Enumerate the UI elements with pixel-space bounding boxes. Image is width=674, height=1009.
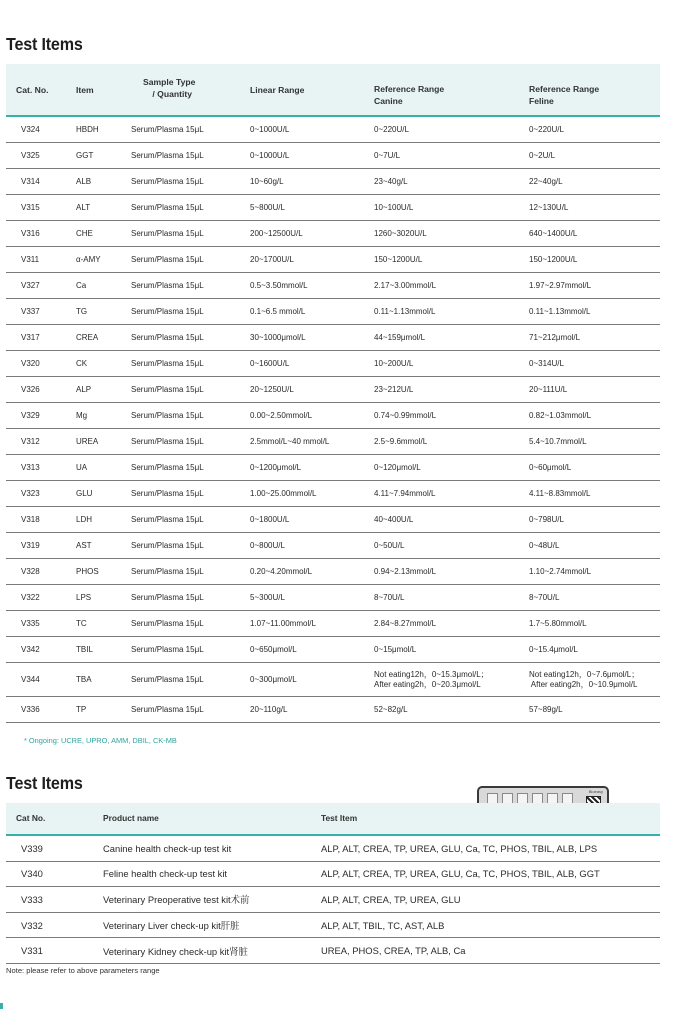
- sample-cell: Serum/Plasma 15μL: [131, 202, 204, 212]
- table-row: [6, 273, 660, 299]
- sample-cell: Serum/Plasma 15μL: [131, 540, 204, 550]
- cat-cell: V320: [21, 358, 40, 368]
- canine-range-cell: 52~82g/L: [374, 704, 408, 714]
- table-row: [6, 913, 660, 939]
- cat-cell: V318: [21, 514, 40, 524]
- linear-range-cell: 0.1~6.5 mmol/L: [250, 306, 306, 316]
- item-cell: Ca: [76, 280, 87, 290]
- feline-range-cell: 150~1200U/L: [529, 254, 578, 264]
- item-cell: UA: [76, 462, 88, 472]
- sample-cell: Serum/Plasma 15μL: [131, 462, 204, 472]
- canine-range-cell: 1260~3020U/L: [374, 228, 427, 238]
- feline-range-cell: 0.82~1.03mmol/L: [529, 410, 592, 420]
- canine-range-cell: 0.94~2.13mmol/L: [374, 566, 437, 576]
- sample-cell: Serum/Plasma 15μL: [131, 150, 204, 160]
- cat-cell: V327: [21, 280, 40, 290]
- sample-cell: Serum/Plasma 15μL: [131, 704, 204, 714]
- cat-cell: V331: [21, 945, 43, 957]
- linear-range-cell: 1.00~25.00mmol/L: [250, 488, 317, 498]
- cat-cell: V311: [21, 254, 40, 264]
- feline-range-cell: 8~70U/L: [529, 592, 560, 602]
- cat-cell: V319: [21, 540, 40, 550]
- canine-range-cell: 0~120μmol/L: [374, 462, 421, 472]
- sample-cell: Serum/Plasma 15μL: [131, 566, 204, 576]
- cat-cell: V332: [21, 919, 43, 931]
- table-row: [6, 836, 660, 862]
- header-cat-no: Cat. No.: [16, 85, 49, 95]
- header-test-item: Test Item: [321, 813, 358, 823]
- table-row: [6, 663, 660, 697]
- feline-range-cell: 0~48U/L: [529, 540, 560, 550]
- sample-cell: Serum/Plasma 15μL: [131, 358, 204, 368]
- item-cell: α-AMY: [76, 254, 101, 264]
- sample-cell: Serum/Plasma 15μL: [131, 254, 204, 264]
- corner-mark: [0, 1003, 3, 1009]
- table-row: [6, 169, 660, 195]
- linear-range-cell: 30~1000μmol/L: [250, 332, 306, 342]
- cat-cell: V336: [21, 704, 40, 714]
- sample-cell: Serum/Plasma 15μL: [131, 592, 204, 602]
- linear-range-cell: 0.00~2.50mmol/L: [250, 410, 313, 420]
- item-cell: TC: [76, 618, 87, 628]
- canine-range-cell: Not eating12h，0~15.3μmol/L； After eating2h，0~20.3μmol/L: [374, 669, 489, 689]
- cat-cell: V313: [21, 462, 40, 472]
- device-brand: Bioeasy: [588, 789, 603, 794]
- linear-range-cell: 200~12500U/L: [250, 228, 303, 238]
- sample-cell: Serum/Plasma 15μL: [131, 332, 204, 342]
- cat-cell: V337: [21, 306, 40, 316]
- cat-cell: V315: [21, 202, 40, 212]
- canine-range-cell: 10~200U/L: [374, 358, 414, 368]
- product-name-cell: Canine health check-up test kit: [103, 842, 232, 854]
- linear-range-cell: 0~1000U/L: [250, 124, 290, 134]
- test-item-cell: ALP, ALT, CREA, TP, UREA, GLU, Ca, TC, PHOS, TBIL, ALB, GGT: [321, 868, 600, 880]
- feline-range-cell: 0~314U/L: [529, 358, 564, 368]
- item-cell: CREA: [76, 332, 99, 342]
- sample-cell: Serum/Plasma 15μL: [131, 674, 204, 684]
- cat-cell: V317: [21, 332, 40, 342]
- linear-range-cell: 0~650μmol/L: [250, 644, 297, 654]
- linear-range-cell: 0~1600U/L: [250, 358, 290, 368]
- canine-range-cell: 0~7U/L: [374, 150, 401, 160]
- product-name-cell: Veterinary Liver check-up kit肝脏: [103, 920, 240, 932]
- sample-cell: Serum/Plasma 15μL: [131, 618, 204, 628]
- table-row: [6, 221, 660, 247]
- section1-title: Test Items: [6, 34, 83, 54]
- header-feline-range: Reference Range Feline: [529, 84, 600, 106]
- test-item-cell: UREA, PHOS, CREA, TP, ALB, Ca: [321, 945, 466, 957]
- item-cell: HBDH: [76, 124, 99, 134]
- feline-range-cell: 5.4~10.7mmol/L: [529, 436, 587, 446]
- table-row: [6, 862, 660, 888]
- canine-range-cell: 44~159μmol/L: [374, 332, 426, 342]
- header-linear-range: Linear Range: [250, 85, 305, 95]
- item-cell: LPS: [76, 592, 92, 602]
- table-row: [6, 533, 660, 559]
- feline-range-cell: 1.7~5.80mmol/L: [529, 618, 587, 628]
- table-row: [6, 117, 660, 143]
- sample-cell: Serum/Plasma 15μL: [131, 436, 204, 446]
- linear-range-cell: 20~1250U/L: [250, 384, 294, 394]
- feline-range-cell: 1.97~2.97mmol/L: [529, 280, 592, 290]
- table-row: [6, 559, 660, 585]
- canine-range-cell: 0.11~1.13mmol/L: [374, 306, 436, 316]
- linear-range-cell: 1.07~11.00mmol/L: [250, 618, 316, 628]
- feline-range-cell: 12~130U/L: [529, 202, 569, 212]
- canine-range-cell: 0.74~0.99mmol/L: [374, 410, 437, 420]
- cat-cell: V340: [21, 868, 43, 880]
- feline-range-cell: 640~1400U/L: [529, 228, 578, 238]
- canine-range-cell: 23~212U/L: [374, 384, 414, 394]
- item-cell: GGT: [76, 150, 94, 160]
- cat-cell: V312: [21, 436, 40, 446]
- feline-range-cell: 22~40g/L: [529, 176, 563, 186]
- canine-range-cell: 2.5~9.6mmol/L: [374, 436, 428, 446]
- linear-range-cell: 0~1000U/L: [250, 150, 290, 160]
- item-cell: GLU: [76, 488, 93, 498]
- item-cell: LDH: [76, 514, 93, 524]
- table-row: [6, 377, 660, 403]
- feline-range-cell: 0.11~1.13mmol/L: [529, 306, 591, 316]
- header-canine-range: Reference Range Canine: [374, 84, 445, 106]
- kits-table: [6, 803, 660, 964]
- feline-range-cell: 0~15.4μmol/L: [529, 644, 578, 654]
- product-name-cell: Veterinary Kidney check-up kit肾脏: [103, 945, 248, 957]
- linear-range-cell: 0~800U/L: [250, 540, 285, 550]
- kits-table-header: [6, 803, 660, 836]
- table-row: [6, 455, 660, 481]
- cat-cell: V329: [21, 410, 40, 420]
- table-row: [6, 697, 660, 723]
- header-product-name: Product name: [103, 813, 159, 823]
- product-name-cell: Veterinary Preoperative test kit术前: [103, 894, 250, 906]
- item-cell: TBA: [76, 674, 92, 684]
- item-cell: AST: [76, 540, 92, 550]
- linear-range-cell: 0.20~4.20mmol/L: [250, 566, 313, 576]
- sample-cell: Serum/Plasma 15μL: [131, 410, 204, 420]
- feline-range-cell: 71~212μmol/L: [529, 332, 581, 342]
- canine-range-cell: 10~100U/L: [374, 202, 414, 212]
- table-row: [6, 195, 660, 221]
- table-row: [6, 299, 660, 325]
- header-item: Item: [76, 85, 94, 95]
- table-row: [6, 637, 660, 663]
- canine-range-cell: 23~40g/L: [374, 176, 408, 186]
- feline-range-cell: 0~220U/L: [529, 124, 564, 134]
- linear-range-cell: 2.5mmol/L~40 mmol/L: [250, 436, 330, 446]
- item-cell: ALP: [76, 384, 92, 394]
- cat-cell: V326: [21, 384, 40, 394]
- test-item-cell: ALP, ALT, CREA, TP, UREA, GLU, Ca, TC, PHOS, TBIL, ALB, LPS: [321, 842, 598, 854]
- linear-range-cell: 10~60g/L: [250, 176, 284, 186]
- feline-range-cell: 0~60μmol/L: [529, 462, 572, 472]
- cat-cell: V323: [21, 488, 40, 498]
- linear-range-cell: 0~1200μmol/L: [250, 462, 302, 472]
- test-items-table: [6, 64, 660, 723]
- canine-range-cell: 8~70U/L: [374, 592, 405, 602]
- linear-range-cell: 20~1700U/L: [250, 254, 294, 264]
- feline-range-cell: Not eating12h，0~7.6μmol/L； After eating2h，0~10.9μmol/L: [529, 669, 640, 689]
- table-row: [6, 507, 660, 533]
- table-row: [6, 247, 660, 273]
- item-cell: CHE: [76, 228, 93, 238]
- cat-cell: V314: [21, 176, 40, 186]
- canine-range-cell: 150~1200U/L: [374, 254, 423, 264]
- cat-cell: V339: [21, 842, 43, 854]
- canine-range-cell: 4.11~7.94mmol/L: [374, 488, 436, 498]
- item-cell: PHOS: [76, 566, 99, 576]
- kits-table-body: [6, 836, 660, 964]
- linear-range-cell: 5~800U/L: [250, 202, 285, 212]
- feline-range-cell: 57~89g/L: [529, 704, 563, 714]
- section2-title: Test Items: [6, 773, 83, 793]
- sample-cell: Serum/Plasma 15μL: [131, 280, 204, 290]
- sample-cell: Serum/Plasma 15μL: [131, 124, 204, 134]
- feline-range-cell: 4.11~8.83mmol/L: [529, 488, 591, 498]
- feline-range-cell: 0~798U/L: [529, 514, 564, 524]
- header-sample: Sample Type / Quantity: [143, 77, 196, 99]
- canine-range-cell: 40~400U/L: [374, 514, 414, 524]
- table-body: [6, 117, 660, 723]
- table-header: [6, 64, 660, 117]
- item-cell: ALB: [76, 176, 92, 186]
- sample-cell: Serum/Plasma 15μL: [131, 176, 204, 186]
- sample-cell: Serum/Plasma 15μL: [131, 644, 204, 654]
- item-cell: Mg: [76, 410, 88, 420]
- item-cell: CK: [76, 358, 88, 368]
- sample-cell: Serum/Plasma 15μL: [131, 306, 204, 316]
- product-name-cell: Feline health check-up test kit: [103, 868, 228, 880]
- canine-range-cell: 2.17~3.00mmol/L: [374, 280, 437, 290]
- canine-range-cell: 0~50U/L: [374, 540, 405, 550]
- canine-range-cell: 0~15μmol/L: [374, 644, 417, 654]
- table-row: [6, 351, 660, 377]
- item-cell: TBIL: [76, 644, 93, 654]
- table-row: [6, 611, 660, 637]
- canine-range-cell: 0~220U/L: [374, 124, 409, 134]
- table-row: [6, 429, 660, 455]
- item-cell: UREA: [76, 436, 99, 446]
- sample-cell: Serum/Plasma 15μL: [131, 488, 204, 498]
- sample-cell: Serum/Plasma 15μL: [131, 384, 204, 394]
- table-row: [6, 887, 660, 913]
- test-item-cell: ALP, ALT, CREA, TP, UREA, GLU: [321, 893, 461, 905]
- table-row: [6, 585, 660, 611]
- feline-range-cell: 1.10~2.74mmol/L: [529, 566, 592, 576]
- feline-range-cell: 0~2U/L: [529, 150, 556, 160]
- ongoing-note: * Ongoing: UCRE, UPRO, AMM, DBIL, CK-MB: [24, 736, 177, 745]
- cat-cell: V325: [21, 150, 40, 160]
- sample-cell: Serum/Plasma 15μL: [131, 514, 204, 524]
- cat-cell: V322: [21, 592, 40, 602]
- table-row: [6, 325, 660, 351]
- canine-range-cell: 2.84~8.27mmol/L: [374, 618, 437, 628]
- cat-cell: V342: [21, 644, 40, 654]
- linear-range-cell: 20~110g/L: [250, 704, 288, 714]
- item-cell: TG: [76, 306, 88, 316]
- linear-range-cell: 0~300μmol/L: [250, 674, 297, 684]
- linear-range-cell: 0.5~3.50mmol/L: [250, 280, 308, 290]
- cat-cell: V324: [21, 124, 40, 134]
- table-row: [6, 481, 660, 507]
- item-cell: TP: [76, 704, 87, 714]
- header-cat-no: Cat No.: [16, 813, 46, 823]
- sample-cell: Serum/Plasma 15μL: [131, 228, 204, 238]
- table-row: [6, 938, 660, 964]
- item-cell: ALT: [76, 202, 91, 212]
- table-row: [6, 403, 660, 429]
- linear-range-cell: 5~300U/L: [250, 592, 285, 602]
- table-row: [6, 143, 660, 169]
- feline-range-cell: 20~111U/L: [529, 384, 568, 394]
- footnote: Note: please refer to above parameters range: [6, 966, 160, 975]
- cat-cell: V335: [21, 618, 40, 628]
- linear-range-cell: 0~1800U/L: [250, 514, 290, 524]
- cat-cell: V316: [21, 228, 40, 238]
- cat-cell: V344: [21, 674, 40, 684]
- cat-cell: V328: [21, 566, 40, 576]
- cat-cell: V333: [21, 893, 43, 905]
- test-item-cell: ALP, ALT, TBIL, TC, AST, ALB: [321, 919, 445, 931]
